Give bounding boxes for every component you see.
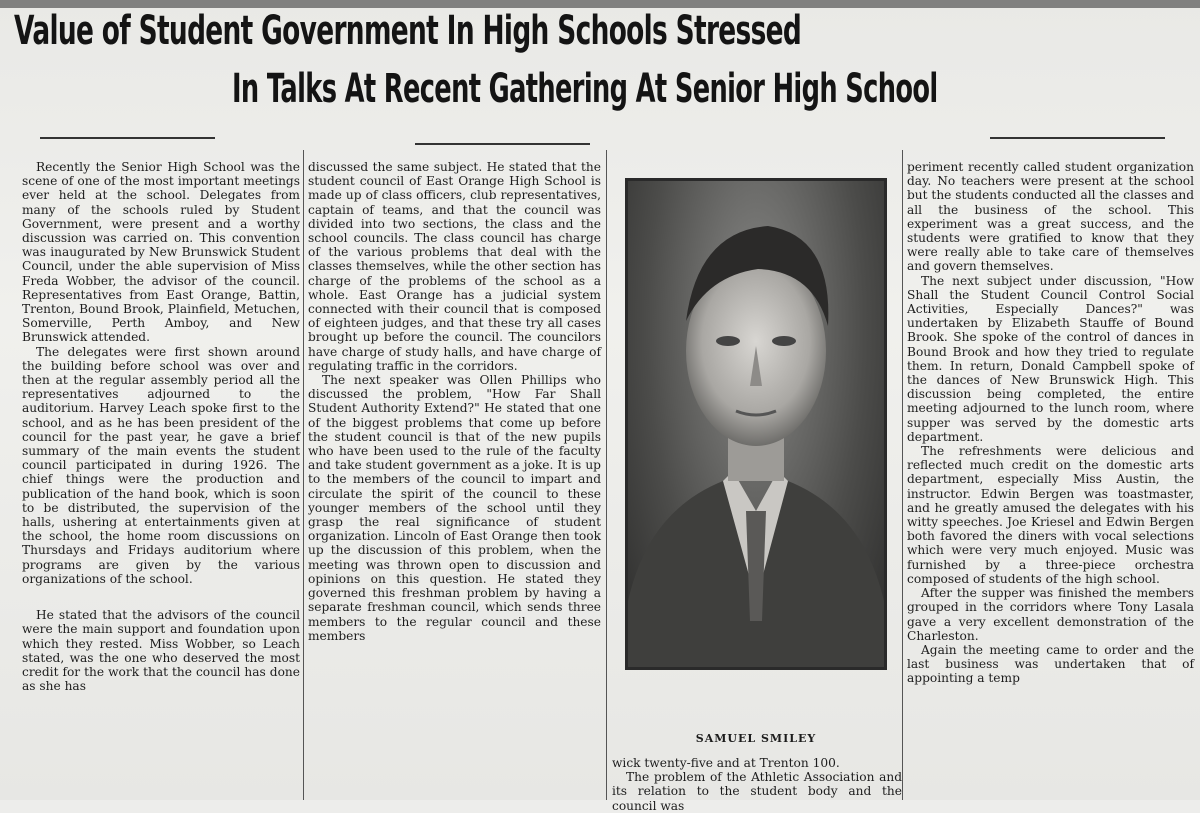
column-4-paragraph: After the supper was finished the members grouped in the corridors where Tony Lasala gave a very excellent demonstration of the Charleston.: [907, 586, 1194, 643]
column-4: [907, 160, 1194, 800]
column-1-paragraph: Recently the Senior High School was the scene of one of the most important meetings ever held at the school. Delegates from many of the schools ruled by Student Government, were present and a worthy discussion was carried on. This convention was inaugurated by New Brunswick Student Council, under the able supervision of Miss Freda Wobber, the advisor of the council. Representatives from East Orange, Battin, Trenton, Bound Brook, Plainfield, Metuchen, Somerville, Perth Amboy, and New Brunswick attended.: [22, 160, 300, 345]
column-3-paragraph: The problem of the Athletic Association and its relation to the student body and the council was: [612, 770, 902, 813]
column-1: [22, 160, 300, 800]
column-divider: [902, 150, 903, 800]
column-4-paragraph: The next subject under discussion, "How Shall the Student Council Control Social Activities, Especially Dances?" was undertaken by Elizabeth Stauffe of Bound Brook. She spoke of the control of dances in Bound Brook and how they tried to regulate them. In return, Donald Campbell spoke of the dances of New Brunswick High. This discussion being completed, the entire meeting adjourned to the lunch room, where supper was served by the domestic arts department.: [907, 273, 1194, 444]
column-4-paragraph: periment recently called student organization day. No teachers were present at the school but the students conducted all the classes and all the business of the school. This experiment was a great success, and the students were gratified to know that they were really able to take care of themselves and govern themselves.: [907, 160, 1194, 274]
top-rule: [0, 0, 1200, 8]
column-4-paragraph: The refreshments were delicious and reflected much credit on the domestic arts department, especially Miss Austin, the instructor. Edwin Bergen was toastmaster, and he greatly amused the delegates with his witty speeches. Joe Kriesel and Edwin Bergen both favored the diners with vocal selections which were very much enjoyed. Music was furnished by a three-piece orchestra composed of students of the high school.: [907, 444, 1194, 586]
column-2-paragraph: The next speaker was Ollen Phillips who discussed the problem, "How Far Shall Student Authority Extend?" He stated that one of the biggest problems that come up before the student council is that of the new pupils who have been used to the rule of the faculty and take student government as a joke. It is up to the members of the council to impart and circulate the spirit of the council to these younger members of the school until they grasp the real significance of student organization. Lincoln of East Orange then took up the discussion of this problem, when the meeting was thrown open to discussion and opinions on this question. He stated they governed this freshman problem by having a separate freshman council, which sends three members to the regular council and these members: [308, 373, 601, 643]
headline-rule-center: [415, 143, 590, 145]
headline-rule-right: [990, 137, 1165, 139]
column-1-paragraph: He stated that the advisors of the council were the main support and foundation upon which they rested. Miss Wobber, so Leach stated, was the one who deserved the most credit for the work that the council has done as she has: [22, 608, 300, 694]
column-2-paragraph: discussed the same subject. He stated that the student council of East Orange High School is made up of class officers, club representatives, captain of teams, and that the council was divided into two sections, the class and the school councils. The class council has charge of the various problems that deal with the classes themselves, while the other section has charge of the problems of the school as a whole. East Orange has a judicial system connected with their council that is composed of eighteen judges, and that these try all cases brought up before the council. The councilors have charge of study halls, and have charge of regulating traffic in the corridors.: [308, 160, 601, 373]
column-3: [612, 756, 902, 813]
portrait-figure: [628, 181, 884, 667]
column-1-paragraph: The delegates were first shown around the building before school was over and then at the regular assembly period all the representatives adjourned to the auditorium. Harvey Leach spoke first to the school, and as he has been president of the council for the past year, he gave a brief summary of the main events the student council participated in during 1926. The chief things were the production and publication of the hand book, which is soon to be distributed, the supervision of the halls, ushering at entertainments given at the school, the home room discussions on Thursdays and Fridays auditorium where programs are given by the various organizations of the school.: [22, 344, 300, 586]
headline-rule-left: [40, 137, 215, 139]
headline-line-2: In Talks At Recent Gathering At Senior High School: [232, 66, 938, 112]
column-3-paragraph: wick twenty-five and at Trenton 100.: [612, 756, 840, 770]
photo-caption: SAMUEL SMILEY: [695, 732, 817, 745]
portrait-photo: [625, 178, 887, 670]
column-4-paragraph: Again the meeting came to order and the last business was undertaken that of appointing a temp: [907, 642, 1194, 686]
column-divider: [303, 150, 304, 800]
headline-line-1: Value of Student Government In High Schools Stressed: [14, 8, 802, 54]
column-2: [308, 160, 601, 800]
column-divider: [606, 150, 607, 800]
